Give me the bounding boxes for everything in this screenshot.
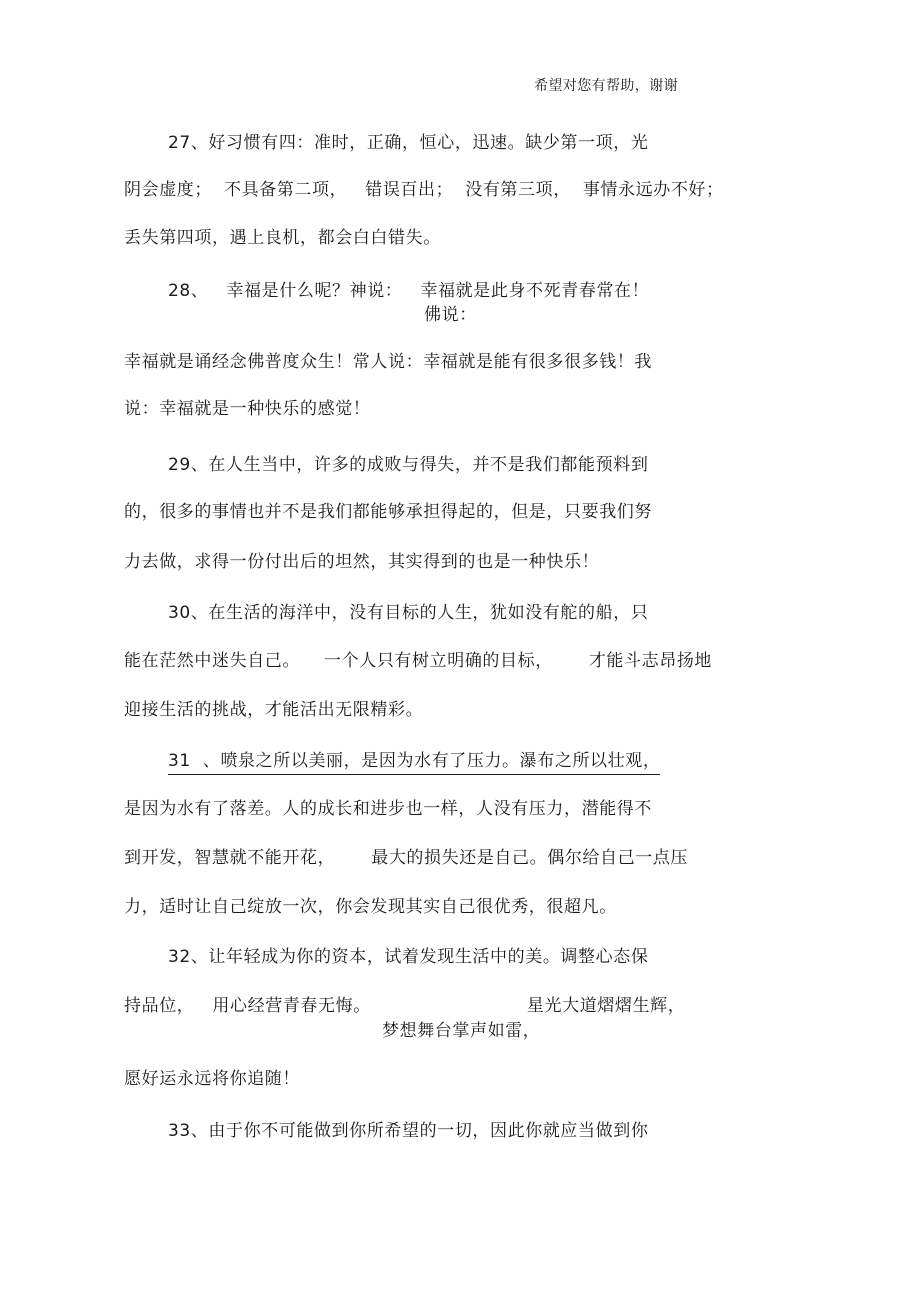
paragraph-31-line-4: 力，适时让自己绽放一次，你会发现其实自己很优秀，很超凡。 [124, 897, 617, 917]
paragraph-29-line-3: 力去做，求得一份付出后的坦然，其实得到的也是一种快乐！ [124, 552, 600, 572]
paragraph-30-line-3: 迎接生活的挑战，才能活出无限精彩。 [124, 700, 424, 720]
paragraph-29-line-2: 的，很多的事情也并不是我们都能够承担得起的，但是，只要我们努 [124, 502, 652, 522]
paragraph-28-line-2: 佛说： [424, 305, 477, 325]
paragraph-28-line-1: 28、 幸福是什么呢？神说： 幸福就是此身不死青春常在！ [168, 281, 650, 301]
paragraph-32-line-3: 梦想舞台掌声如雷， [382, 1021, 541, 1041]
paragraph-30-line-1: 30、在生活的海洋中，没有目标的人生，犹如没有舵的船，只 [168, 603, 649, 623]
paragraph-28-line-3: 幸福就是诵经念佛普度众生！常人说：幸福就是能有很多很多钱！我 [124, 352, 652, 372]
paragraph-32-line-2: 持品位， 用心经营青春无悔。 星光大道熠熠生辉， [124, 996, 686, 1016]
paragraph-32-line-4: 愿好运永远将你追随！ [124, 1069, 300, 1089]
paragraph-31-line-3: 到开发，智慧就不能开花， 最大的损失还是自己。偶尔给自己一点压 [124, 848, 689, 868]
paragraph-33-line-1: 33、由于你不可能做到你所希望的一切，因此你就应当做到你 [168, 1121, 649, 1141]
paragraph-31-line-1: 31 、喷泉之所以美丽，是因为水有了压力。瀑布之所以壮观， [168, 749, 660, 775]
paragraph-28-line-4: 说：幸福就是一种快乐的感觉！ [124, 399, 371, 419]
paragraph-27-line-2: 阴会虚度； 不具备第二项， 错误百出； 没有第三项， 事情永远办不好； [124, 180, 724, 200]
paragraph-29-line-1: 29、在人生当中，许多的成败与得失，并不是我们都能预料到 [168, 455, 649, 475]
paragraph-30-line-2: 能在茫然中迷失自己。 一个人只有树立明确的目标， 才能斗志昂扬地 [124, 651, 713, 671]
paragraph-31-line-2: 是因为水有了落差。人的成长和进步也一样，人没有压力，潜能得不 [124, 799, 652, 819]
paragraph-27-line-1: 27、好习惯有四：准时，正确，恒心，迅速。缺少第一项，光 [168, 133, 649, 153]
paragraph-32-line-1: 32、让年轻成为你的资本，试着发现生活中的美。调整心态保 [168, 947, 649, 967]
paragraph-27-line-3: 丢失第四项，遇上良机，都会白白错失。 [124, 228, 441, 248]
header-note: 希望对您有帮助，谢谢 [534, 78, 678, 94]
